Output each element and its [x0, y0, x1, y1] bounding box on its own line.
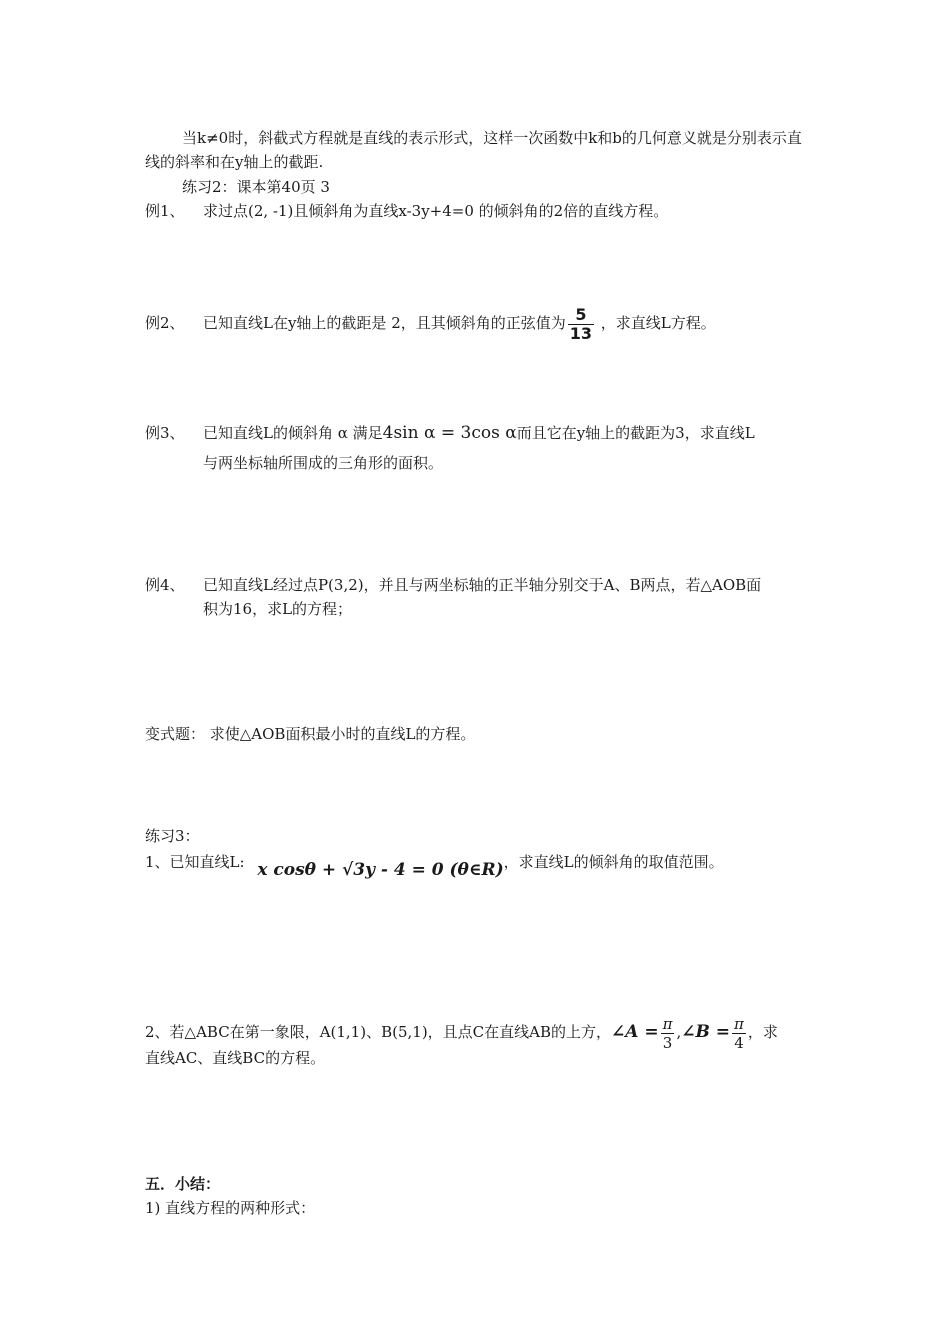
practice-3-q1: [145, 850, 810, 880]
q1-equation: x cosθ + √3y - 4 = 0 (θ∈R): [257, 860, 504, 880]
example-text: 已知直线L在y轴上的截距是 2，且其倾斜角的正弦值为: [203, 314, 566, 332]
example-text: 求过点(2, -1)且倾斜角为直线x-3y+4=0 的倾斜角的2倍的直线方程。: [203, 202, 669, 220]
example-4: [145, 573, 810, 597]
practice-3-q2-line-2: 直线AC、直线BC的方程。: [145, 1049, 326, 1067]
fraction-numerator: π: [734, 1014, 744, 1033]
fraction-numerator: 5: [568, 306, 594, 325]
q1-text: 1、已知直线L:: [145, 853, 245, 871]
example-text-end: ，求直线L方程。: [596, 314, 716, 332]
example-2: [145, 300, 810, 346]
q2-text: 2、若△ABC在第一象限，A(1,1)、B(5,1)，且点C在直线AB的上方，: [145, 1023, 611, 1041]
fraction-denominator: 13: [569, 323, 593, 343]
practice-3-q2: 2、若△ABC在第一象限，A(1,1)、B(5,1)，且点C在直线AB的上方，∠A = $\frac{\pi}{3}$ ,∠B = $\frac{\pi}{4}$ ，求: [145, 1014, 778, 1052]
intro-paragraph: 当k≠0时，斜截式方程就是直线的表示形式，这样一次函数中k和b的几何意义就是分别表示直线的斜率和在y轴上的截距.: [145, 129, 802, 171]
variant-question: 变式题： 求使△AOB面积最小时的直线L的方程。: [145, 725, 476, 743]
example-1: [145, 199, 810, 223]
summary-heading: 五．小结：: [145, 1175, 221, 1193]
example-text: 已知直线L经过点P(3,2)，并且与两坐标轴的正半轴分别交于A、B两点，若△AOB面: [203, 576, 762, 594]
angle-b-label: ∠B =: [681, 1022, 731, 1042]
angle-a-label: ∠A =: [611, 1022, 659, 1042]
example-number: 例3、: [145, 424, 185, 442]
q2-text-end: ，求: [747, 1023, 778, 1041]
trig-equation: [383, 423, 517, 443]
q1-text-end: ，求直线L的倾斜角的取值范围。: [503, 853, 724, 871]
summary-item-1: 1) 直线方程的两种形式：: [145, 1199, 316, 1217]
example-text: 已知直线L的倾斜角 α 满足: [203, 424, 383, 442]
fraction-denominator: 4: [734, 1033, 744, 1052]
example-number: 例1、: [145, 202, 185, 220]
example-number: 例2、: [145, 314, 185, 332]
example-4-line-2: 积为16，求L的方程；: [203, 600, 353, 618]
practice-3-title: 练习3：: [145, 827, 200, 845]
fraction-numerator: π: [662, 1014, 673, 1033]
practice-2-line: 练习2：课本第40页 3: [182, 178, 330, 196]
fraction-denominator: 3: [662, 1033, 673, 1052]
example-3: [145, 421, 810, 445]
fraction-5-13: [568, 306, 594, 343]
example-text-cont: 而且它在y轴上的截距为3，求直线L: [516, 424, 755, 442]
example-number: 例4、: [145, 576, 185, 594]
trig-equation-text: 4sin α = 3cos α: [382, 423, 517, 443]
example-3-line-2: 与两坐标轴所围成的三角形的面积。: [203, 454, 444, 472]
